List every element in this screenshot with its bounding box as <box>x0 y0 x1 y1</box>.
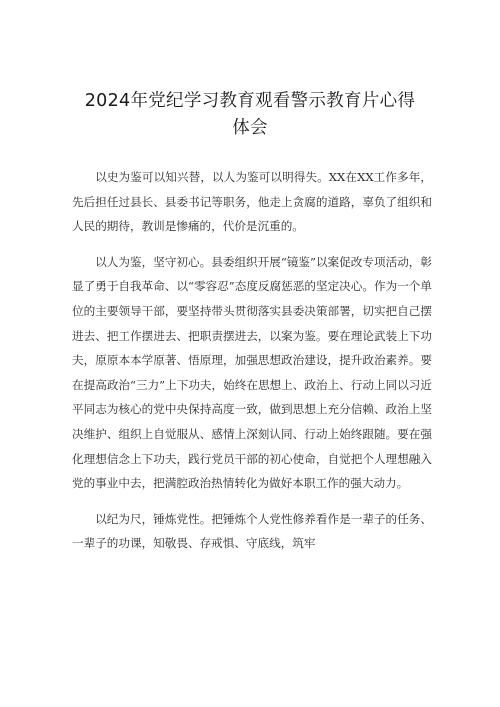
document-title <box>60 88 440 142</box>
title-line-1: 2024年党纪学习教育观看警示教育片心得 <box>84 91 416 111</box>
document-body <box>72 165 432 567</box>
paragraph-1: 以史为鉴可以知兴替，以人为鉴可以明得失。XX在XX工作多年，先后担任过县长、县委书记等职务，他走上贪腐的道路，辜负了组织和人民的期待，教训是惨痛的，代价是沉重的。 <box>72 170 432 234</box>
paragraph-3: 以纪为尺，锤炼党性。把锤炼个人党性修养看作是一辈子的任务、一辈子的功课，知敬畏、存戒惧、守底线，筑牢 <box>72 511 432 551</box>
title-line-2: 体会 <box>232 118 268 138</box>
paragraph-2: 以人为鉴，坚守初心。县委组织开展“镜鉴”以案促改专项活动，彰显了勇于自我革命、以“零容忍”态度反腐惩恶的坚定决心。作为一个单位的主要领导干部，要坚持带头贯彻落实县委决策部署，切实把自己摆进去、把工作摆进去、把职责摆进去，以案为鉴。要在理论武装上下功夫，原原本本学原著、悟原理，加强思想政治建设，提升政治素养。要在提高政治“三力”上下功夫，始终在思想上、政治上、行动上同以习近平同志为核心的党中央保持高度一致，做到思想上充分信赖、政治上坚决维护、组织上自觉服从、感情上深刻认同、行动上始终跟随。要在强化理想信念上下功夫，践行党员干部的初心使命，自觉把个人理想融入党的事业中去，把满腔政治热情转化为做好本职工作的强大动力。 <box>72 254 432 491</box>
